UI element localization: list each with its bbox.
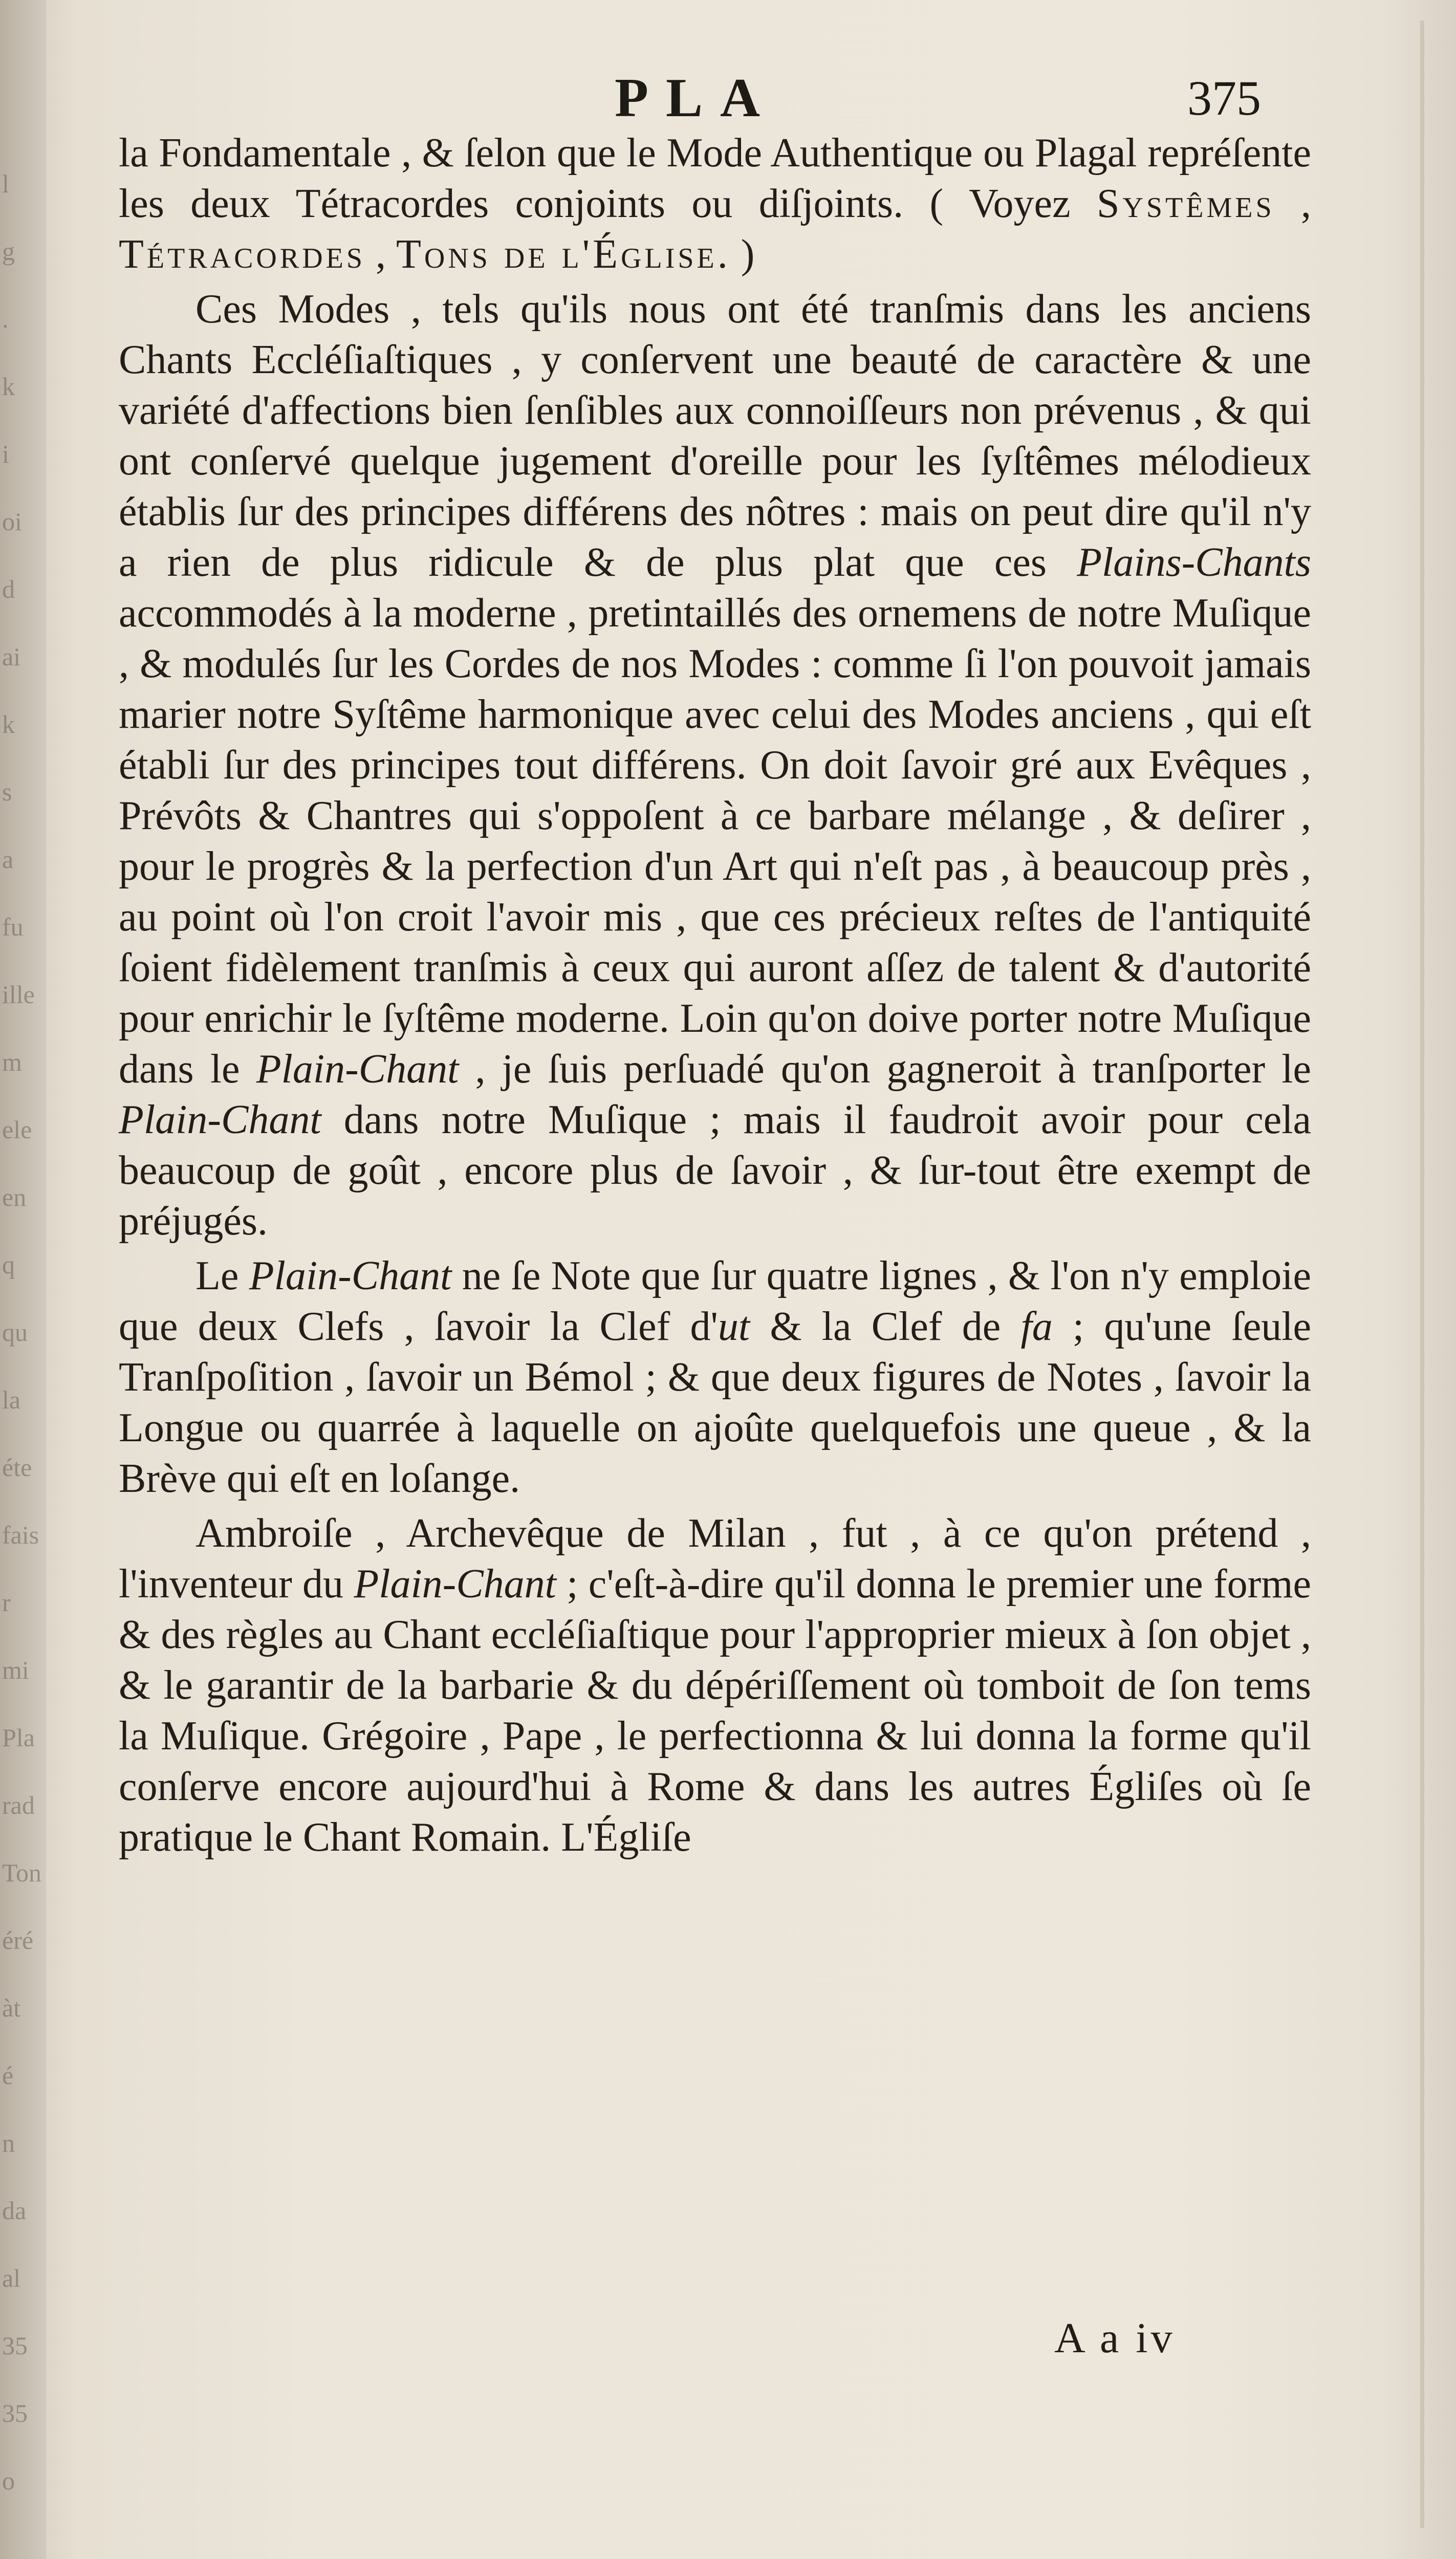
text-run: dans notre Muſique ; mais il faudroit avoir pour cela beaucoup de goût , encore plus de ſavoir , & ſur-tout être exempt de préjugés.	[119, 1097, 1311, 1244]
text-run: accommodés à la moderne , pretintaillés des ornemens de notre Muſique , & modulés ſur les Cordes de nos Modes : comme ſi l'on pouvoit jamais marier notre Syſtême harmonique avec celui des Modes anciens , qui eſt établi ſur des principes tout différens. On doit ſavoir gré aux Evêques , Prévôts & Chantres qui s'oppoſent à ce barbare mélange , & deſirer , pour le progrès & la perfection d'un Art qui n'eſt pas , à beaucoup près , au point où l'on croit l'avoir mis , que ces précieux reſtes de l'antiquité ſoient fidèlement tranſmis à ceux qui auront aſſez de talent & d'autorité pour enrichir le ſyſtême moderne. Loin qu'on doive porter notre Muſique dans le	[119, 591, 1311, 1092]
small-caps-term: Tons de l'Église.	[396, 232, 731, 277]
bleed-fragment: d	[2, 575, 15, 603]
text-run: ; qu'une ſeule Tranſpoſition , ſavoir un Bémol ; & que deux figures de Notes , ſavoir la Longue ou quarrée à laquelle on ajoûte quelquefois une queue , & la Brève qui eſt en loſange.	[119, 1304, 1311, 1501]
bleed-fragment: l	[2, 169, 9, 198]
bleed-fragment: Pla	[2, 1723, 35, 1752]
running-title: PLA	[615, 68, 777, 128]
italic-term: Plain-Chant	[256, 1047, 459, 1092]
italic-term: Plains-Chants	[1077, 540, 1311, 585]
bleed-fragment: fais	[2, 1521, 39, 1549]
bleed-fragment: oi	[2, 507, 22, 536]
paragraph-notation	[119, 1251, 1311, 1504]
catchword: A a iv	[1054, 2314, 1176, 2362]
small-caps-term: Systêmes	[1096, 181, 1275, 226]
bleed-fragment: àt	[2, 1993, 21, 2022]
bleed-fragment: qu	[2, 1318, 28, 1347]
text-run: & la Clef de	[750, 1304, 1021, 1349]
text-run: ; c'eſt-à-dire qu'il donna le premier une forme & des règles au Chant eccléſiaſtique pour l'approprier mieux à ſon objet , & le garantir de la barbarie & du dépériſſement où tomboit de ſon tems la Muſique. Grégoire , Pape , le perfectionna & lui donna la forme qu'il conſerve encore aujourd'hui à Rome & dans les autres Égliſes où ſe pratique le Chant Romain. L'Égliſe	[119, 1562, 1311, 1860]
bleed-fragment: ele	[2, 1115, 32, 1144]
bleed-fragment: g	[2, 237, 15, 266]
bleed-fragment: n	[2, 2129, 15, 2157]
text-run: )	[730, 232, 755, 277]
bleed-fragment: fu	[2, 913, 24, 941]
bleed-fragment: rad	[2, 1791, 35, 1819]
bleed-fragment: en	[2, 1183, 27, 1211]
text-run: Ambroiſe , Archevêque de Milan , fut , à ce qu'on prétend , l'inventeur du	[119, 1511, 1311, 1607]
italic-term: ut	[718, 1304, 750, 1349]
paragraph-continuation	[119, 128, 1311, 280]
bleed-fragment: é	[2, 2061, 14, 2090]
bleed-fragment: a	[2, 845, 14, 874]
page-number: 375	[1187, 71, 1261, 125]
text-run: ,	[365, 232, 397, 277]
text-run: , je ſuis perſuadé qu'on gagneroit à tranſporter le	[459, 1047, 1312, 1092]
bleed-fragment: m	[2, 1048, 22, 1076]
bleed-fragment: .	[2, 305, 9, 333]
bleed-fragment: ai	[2, 642, 21, 671]
text-run: ,	[1274, 181, 1311, 226]
italic-term: Plain-Chant	[249, 1253, 452, 1298]
bleed-fragment: mi	[2, 1656, 29, 1684]
italic-term: Plain-Chant	[354, 1562, 556, 1607]
page-header	[0, 61, 1456, 133]
bleed-fragment: 35	[2, 2399, 28, 2427]
page-edge	[1420, 20, 1424, 2528]
small-caps-term: Tétracordes	[119, 232, 366, 277]
text-run: ne ſe Note que ſur quatre lignes , & l'on n'y emploie que deux Clefs , ſavoir la Clef d'	[119, 1253, 1312, 1349]
text-run: Le	[195, 1253, 249, 1298]
bleed-fragment: éte	[2, 1453, 32, 1482]
italic-term: Plain-Chant	[119, 1097, 321, 1142]
bleed-fragment: q	[2, 1250, 15, 1279]
bleed-fragment: o	[2, 2466, 15, 2495]
paragraph-ambroise	[119, 1508, 1311, 1863]
bleed-fragment: s	[2, 777, 12, 806]
bleed-fragment: i	[2, 440, 9, 468]
bleed-fragment: la	[2, 1385, 21, 1414]
bleed-fragment: r	[2, 1588, 11, 1617]
text-run: Ces Modes , tels qu'ils nous ont été tranſmis dans les anciens Chants Eccléſiaſtiques , y conſervent une beauté de caractère & une variété d'affections bien ſenſibles aux connoiſſeurs non prévenus , & qui ont conſervé quelque jugement d'oreille pour les ſyſtêmes mélodieux établis ſur des principes différens des nôtres : mais on peut dire qu'il n'y a rien de plus ridicule & de plus plat que ces	[119, 287, 1311, 585]
bleed-fragment: ille	[2, 980, 35, 1009]
bleed-fragment: al	[2, 2264, 21, 2292]
text-column	[119, 128, 1311, 1863]
italic-term: fa	[1020, 1304, 1053, 1349]
bleed-fragment: Ton	[2, 1858, 42, 1887]
bleed-fragment: k	[2, 710, 15, 739]
bleed-fragment: 35	[2, 2331, 28, 2360]
text-run: la Fondamentale , & ſelon que le Mode Authentique ou Plagal repréſente les deux Tétracordes conjoints ou diſjoints. ( Voyez	[119, 131, 1311, 226]
bleed-fragment: k	[2, 372, 15, 401]
bleed-fragment: da	[2, 2196, 27, 2225]
paragraph-modes	[119, 284, 1311, 1247]
bleed-fragment: éré	[2, 1926, 34, 1955]
